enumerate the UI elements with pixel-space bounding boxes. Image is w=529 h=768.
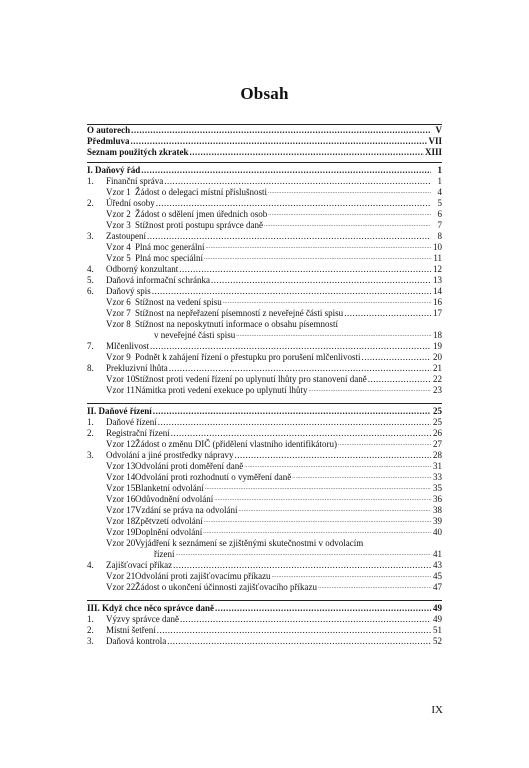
chapter-number: 2. — [87, 625, 94, 635]
template-entry — [87, 582, 442, 593]
dot-leader — [179, 264, 431, 275]
toc-entry — [87, 549, 442, 560]
toc-entry — [87, 275, 442, 286]
chapter-number: 5. — [87, 275, 94, 285]
entry-title: Žádost o změnu DIČ (přidělení vlastního identifikátoru) — [135, 439, 337, 449]
dot-leader — [180, 614, 431, 625]
template-entry — [87, 461, 442, 472]
dot-leader — [215, 603, 431, 614]
template-entry — [87, 571, 442, 582]
dot-leader — [344, 308, 431, 319]
entry-title: Stížnost na neposkytnutí informace o obsahu písemností — [135, 319, 338, 329]
entry-page: XIII — [424, 147, 442, 157]
entry-title: Plná moc generální — [135, 242, 205, 252]
entry-page: 49 — [433, 603, 442, 613]
part-2-list — [87, 406, 442, 593]
entry-page: 38 — [433, 505, 442, 515]
entry-title: Vyjádření k seznámení se zjištěnými skutečnostmi v odvolacím — [135, 538, 364, 548]
dot-leader — [264, 220, 431, 231]
part-heading — [87, 406, 442, 417]
dot-leader — [150, 341, 431, 352]
template-entry — [87, 527, 442, 538]
entry-page: 8 — [437, 231, 442, 241]
template-entry — [87, 209, 442, 220]
dot-leader — [272, 571, 431, 582]
divider — [87, 162, 442, 163]
entry-page: 16 — [433, 297, 442, 307]
toc-entry — [87, 428, 442, 439]
entry-title: Předmluva — [87, 136, 130, 146]
entry-title: III. Když chce něco správce daně — [87, 603, 214, 613]
divider — [87, 403, 442, 404]
dot-leader — [204, 253, 431, 264]
toc-entry — [87, 636, 442, 647]
chapter-number: 4. — [87, 264, 94, 274]
entry-page: 4 — [437, 187, 442, 197]
entry-page: 26 — [433, 428, 442, 438]
entry-page: 5 — [437, 198, 442, 208]
entry-page: 27 — [433, 439, 442, 449]
toc-entry — [87, 614, 442, 625]
chapter-number: 2. — [87, 428, 94, 438]
entry-title: O autorech — [87, 125, 131, 135]
entry-title: Žádost o sdělení jmen úředních osob — [135, 209, 268, 219]
template-entry — [87, 352, 442, 363]
toc-entry — [87, 330, 442, 341]
dot-leader — [171, 428, 431, 439]
template-entry — [87, 220, 442, 231]
entry-title: Odvolání proti zajišťovacímu příkazu — [135, 571, 271, 581]
entry-title: I. Daňový řád — [87, 165, 141, 175]
dot-leader — [361, 352, 431, 363]
entry-title: Odůvodnění odvolání — [135, 494, 214, 504]
entry-title: Registrační řízení — [106, 428, 170, 438]
dot-leader — [153, 406, 431, 417]
entry-page: 14 — [433, 286, 442, 296]
page-title: Obsah — [240, 84, 289, 103]
dot-leader — [164, 176, 431, 187]
entry-page: VII — [428, 136, 442, 146]
entry-title: Žádost o ukončení účinnosti zajišťovacího příkazu — [135, 582, 318, 592]
entry-page: 1 — [437, 176, 442, 186]
dot-leader — [234, 450, 431, 461]
template-entry — [87, 374, 442, 385]
entry-title: v neveřejné části spisu — [154, 330, 236, 340]
template-label: Vzor 10 — [106, 374, 136, 384]
dot-leader — [131, 125, 431, 136]
toc-entry — [87, 264, 442, 275]
entry-title: Zajišťovací příkaz — [106, 560, 173, 570]
dot-leader — [167, 636, 431, 647]
entry-page: 28 — [433, 450, 442, 460]
entry-title: Prekluzivní lhůta — [106, 363, 168, 373]
entry-page: 18 — [433, 330, 442, 340]
template-label: Vzor 14 — [106, 472, 136, 482]
chapter-number: 1. — [87, 417, 94, 427]
entry-title: Odvolání proti doměření daně — [135, 461, 244, 471]
toc-entry — [87, 625, 442, 636]
template-entry — [87, 385, 442, 396]
toc-entry — [87, 450, 442, 461]
chapter-number: 1. — [87, 176, 94, 186]
dot-leader — [131, 136, 428, 147]
template-entry — [87, 308, 442, 319]
entry-title: Zpětvzetí odvolání — [135, 516, 203, 526]
entry-page: 43 — [433, 560, 442, 570]
entry-page: 11 — [433, 253, 442, 263]
entry-title: Daňové řízení — [106, 417, 157, 427]
entry-page: 12 — [433, 264, 442, 274]
entry-title: Daňová kontrola — [106, 636, 167, 646]
toc-entry — [87, 417, 442, 428]
toc-entry — [87, 125, 442, 136]
entry-title: Blanketní odvolání — [135, 483, 204, 493]
template-entry — [87, 505, 442, 516]
entry-title: Finanční správa — [106, 176, 164, 186]
front-matter-list — [87, 125, 442, 158]
toc-entry — [87, 363, 442, 374]
template-label: Vzor 20 — [106, 538, 136, 548]
chapter-number: 2. — [87, 198, 94, 208]
dot-leader — [157, 625, 431, 636]
dot-leader — [238, 505, 431, 516]
template-label: Vzor 3 — [106, 220, 131, 230]
template-label: Vzor 2 — [106, 209, 131, 219]
entry-page: 23 — [433, 385, 442, 395]
entry-title: Námitka proti vedení exekuce po uplynutí lhůty — [135, 385, 308, 395]
dot-leader — [205, 483, 431, 494]
chapter-number: 8. — [87, 363, 94, 373]
entry-title: Žádost o delegaci místní příslušnosti — [135, 187, 267, 197]
entry-title: Plná moc speciální — [135, 253, 203, 263]
entry-title: Odborný konzultant — [106, 264, 179, 274]
dot-leader — [147, 231, 431, 242]
entry-page: 41 — [433, 549, 442, 559]
part-3-list — [87, 603, 442, 647]
page-number: IX — [431, 704, 443, 716]
template-entry — [87, 187, 442, 198]
entry-title: Stížnost proti postupu správce daně — [135, 220, 263, 230]
template-entry — [87, 242, 442, 253]
dot-leader — [223, 297, 431, 308]
entry-page: 33 — [433, 472, 442, 482]
toc-entry — [87, 286, 442, 297]
entry-page: 49 — [433, 614, 442, 624]
divider — [87, 600, 442, 601]
part-heading — [87, 603, 442, 614]
entry-title: Vzdání se práva na odvolání — [135, 505, 238, 515]
template-entry — [87, 319, 442, 330]
entry-title: Stížnost na vedení spisu — [135, 297, 222, 307]
entry-page: 35 — [433, 483, 442, 493]
template-entry — [87, 297, 442, 308]
entry-title: Daňový spis — [106, 286, 151, 296]
toc-entry — [87, 341, 442, 352]
entry-page: V — [435, 125, 442, 135]
toc-entry — [87, 147, 442, 158]
dot-leader — [203, 527, 431, 538]
template-entry — [87, 253, 442, 264]
dot-leader — [205, 242, 431, 253]
part-heading — [87, 165, 442, 176]
template-label: Vzor 15 — [106, 483, 136, 493]
entry-title: Místní šetření — [106, 625, 156, 635]
template-label: Vzor 21 — [106, 571, 136, 581]
entry-page: 19 — [433, 341, 442, 351]
entry-page: 40 — [433, 527, 442, 537]
entry-title: II. Daňové řízení — [87, 406, 152, 416]
toc-entry — [87, 176, 442, 187]
template-label: Vzor 16 — [106, 494, 136, 504]
entry-page: 47 — [433, 582, 442, 592]
chapter-number: 1. — [87, 614, 94, 624]
entry-title: Doplnění odvolání — [135, 527, 203, 537]
template-label: Vzor 19 — [106, 527, 136, 537]
dot-leader — [190, 147, 424, 158]
template-label: Vzor 22 — [106, 582, 136, 592]
chapter-number: 3. — [87, 450, 94, 460]
template-entry — [87, 516, 442, 527]
template-entry — [87, 538, 442, 549]
template-label: Vzor 9 — [106, 352, 131, 362]
dot-leader — [204, 516, 431, 527]
chapter-number: 7. — [87, 341, 94, 351]
entry-page: 20 — [433, 352, 442, 362]
entry-page: 51 — [433, 625, 442, 635]
entry-page: 52 — [433, 636, 442, 646]
template-label: Vzor 12 — [106, 439, 136, 449]
chapter-number: 4. — [87, 560, 94, 570]
entry-title: Podnět k zahájení řízení o přestupku pro porušení mlčenlivosti — [135, 352, 361, 362]
toc-entry — [87, 231, 442, 242]
template-label: Vzor 18 — [106, 516, 136, 526]
entry-page: 39 — [433, 516, 442, 526]
toc-entry — [87, 198, 442, 209]
entry-page: 22 — [433, 374, 442, 384]
dot-leader — [292, 472, 431, 483]
template-label: Vzor 8 — [106, 319, 131, 329]
entry-title: Mlčenlivost — [106, 341, 149, 351]
dot-leader — [214, 494, 431, 505]
dot-leader — [169, 363, 431, 374]
entry-title: Daňová informační schránka — [106, 275, 210, 285]
entry-title: Stížnost na nepřeřazení písemností z neveřejné části spisu — [135, 308, 344, 318]
entry-page: 45 — [433, 571, 442, 581]
dot-leader — [308, 385, 431, 396]
entry-title: Úřední osoby — [106, 198, 155, 208]
dot-leader — [173, 560, 431, 571]
dot-leader — [268, 209, 431, 220]
toc-entry — [87, 136, 442, 147]
chapter-number: 3. — [87, 231, 94, 241]
dot-leader — [368, 374, 431, 385]
entry-title: řízení — [154, 549, 175, 559]
entry-page: 10 — [433, 242, 442, 252]
toc-entry — [87, 560, 442, 571]
entry-page: 21 — [433, 363, 442, 373]
entry-title: Zastoupení — [106, 231, 146, 241]
template-label: Vzor 7 — [106, 308, 131, 318]
entry-page: 7 — [437, 220, 442, 230]
dot-leader — [141, 165, 431, 176]
template-label: Vzor 17 — [106, 505, 136, 515]
part-1-list — [87, 165, 442, 396]
dot-leader — [158, 417, 431, 428]
dot-leader — [338, 439, 431, 450]
template-label: Vzor 6 — [106, 297, 131, 307]
entry-page: 1 — [437, 165, 442, 175]
entry-title: Seznam použitých zkratek — [87, 147, 189, 157]
template-label: Vzor 5 — [106, 253, 131, 263]
entry-page: 31 — [433, 461, 442, 471]
template-entry — [87, 483, 442, 494]
template-entry — [87, 472, 442, 483]
entry-title: Výzvy správce daně — [106, 614, 179, 624]
dot-leader — [156, 198, 431, 209]
dot-leader — [236, 330, 431, 341]
entry-title: Odvolání proti rozhodnutí o vyměření daně — [135, 472, 292, 482]
entry-page: 36 — [433, 494, 442, 504]
dot-leader — [268, 187, 431, 198]
template-label: Vzor 13 — [106, 461, 136, 471]
dot-leader — [211, 275, 431, 286]
template-label: Vzor 1 — [106, 187, 131, 197]
entry-page: 25 — [433, 406, 442, 416]
entry-page: 25 — [433, 417, 442, 427]
dot-leader — [244, 461, 431, 472]
chapter-number: 3. — [87, 636, 94, 646]
dot-leader — [318, 582, 431, 593]
template-entry — [87, 439, 442, 450]
template-entry — [87, 494, 442, 505]
template-label: Vzor 11 — [106, 385, 135, 395]
table-of-contents — [87, 124, 442, 647]
entry-page: 6 — [437, 209, 442, 219]
entry-page: 17 — [433, 308, 442, 318]
entry-title: Odvolání a jiné prostředky nápravy — [106, 450, 234, 460]
dot-leader — [176, 549, 432, 560]
entry-page: 13 — [433, 275, 442, 285]
template-label: Vzor 4 — [106, 242, 131, 252]
entry-title: Stížnost proti vedení řízení po uplynutí lhůty pro stanovení daně — [135, 374, 367, 384]
chapter-number: 6. — [87, 286, 94, 296]
dot-leader — [152, 286, 431, 297]
